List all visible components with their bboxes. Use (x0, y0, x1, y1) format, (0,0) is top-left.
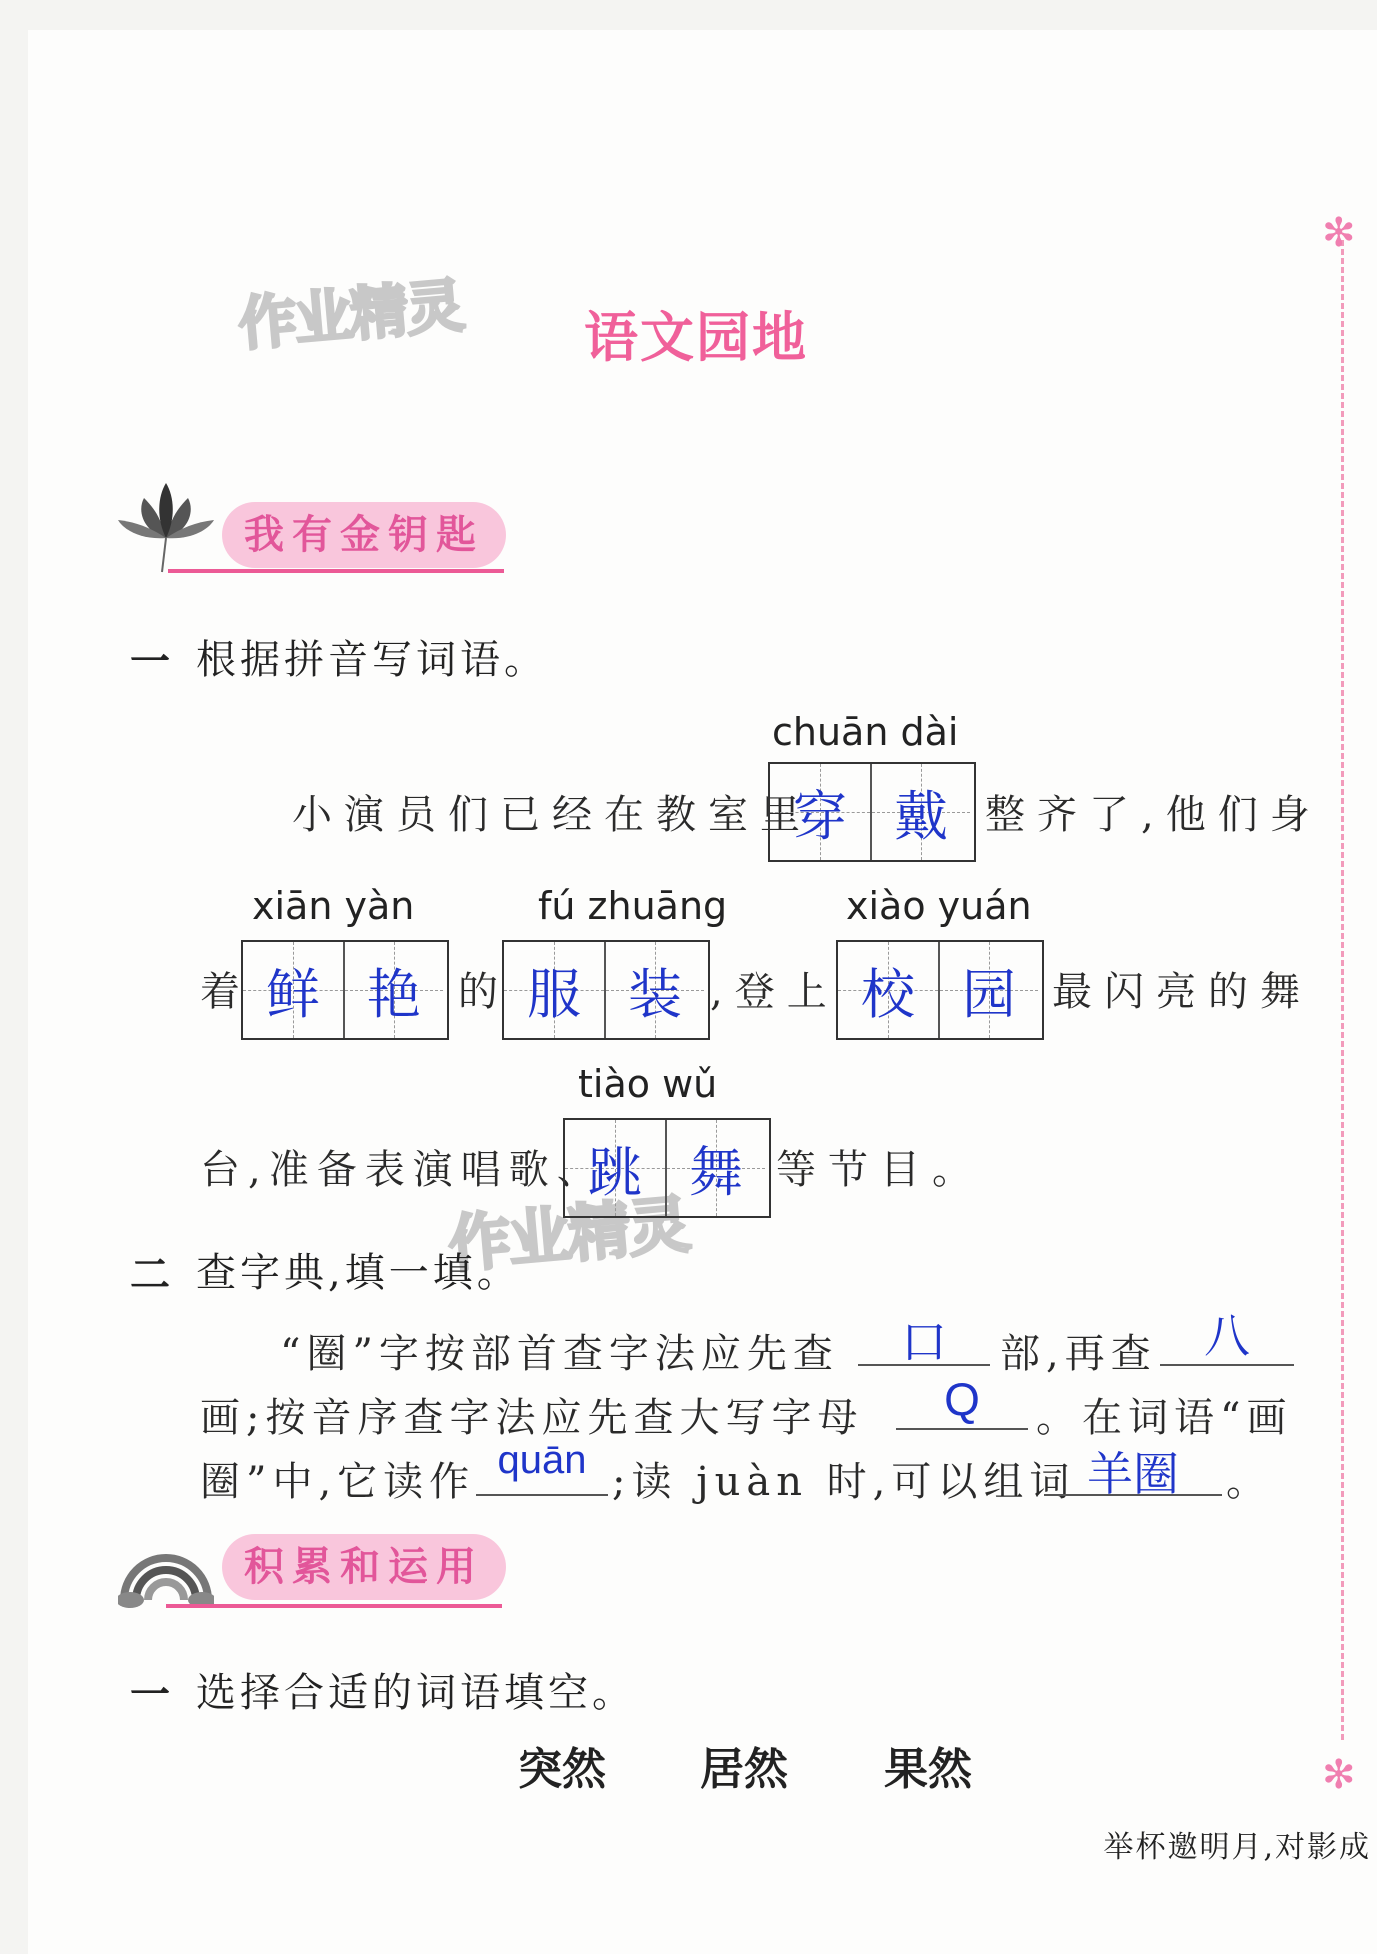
grid-cell: 鲜 (243, 942, 343, 1038)
sentence-line: “圈”字按部首查字法应先查 (280, 1331, 839, 1377)
watermark: 作业精灵 (235, 271, 465, 359)
section-underline (168, 569, 504, 573)
pinyin-label: xiào yuán (846, 884, 1032, 928)
answer-grid-xiaoyuan[interactable] (836, 940, 1044, 1040)
sentence-line: ;读 juàn 时,可以组词 (612, 1459, 1076, 1505)
watermark: 作业精灵 (445, 1187, 692, 1282)
section-badge-golden-key: 我有金钥匙 (222, 502, 506, 568)
pinyin-label: chuān dài (772, 710, 959, 754)
answer-letter: Q (944, 1373, 980, 1425)
page-footer-quote: 举杯邀明月,对影成 (1103, 1830, 1371, 1865)
grid-cell: 舞 (665, 1120, 765, 1216)
word-choice: 突然 (518, 1744, 606, 1795)
sentence-line: 。 (1226, 1459, 1278, 1505)
grid-cell: 装 (604, 942, 704, 1038)
grid-cell: 校 (838, 942, 938, 1038)
question-text: 查字典,填一填。 (196, 1250, 521, 1296)
grid-cell: 戴 (870, 764, 970, 860)
answer-grid-xianyan[interactable] (241, 940, 449, 1040)
word-choice: 居然 (700, 1744, 788, 1795)
sentence-line: 小演员们已经在教室里 (292, 792, 812, 838)
grid-cell: 服 (504, 942, 604, 1038)
grid-cell: 跳 (565, 1120, 665, 1216)
star-icon: ✻ (1322, 1752, 1356, 1798)
grid-cell: 园 (938, 942, 1038, 1038)
sentence-line: 。在词语“画 (1036, 1395, 1293, 1441)
sentence-line: 画;按音序查字法应先查大写字母 (200, 1395, 864, 1441)
question-number: 一 (130, 1663, 170, 1720)
grid-cell: 穿 (770, 764, 870, 860)
sentence-line: 等节目。 (776, 1147, 984, 1193)
sentence-line: ,登上 (710, 969, 839, 1015)
pinyin-label: tiào wǔ (578, 1062, 718, 1106)
sentence-line: 的 (458, 969, 510, 1015)
question-number: 一 (130, 630, 170, 687)
fill-blank[interactable] (476, 1490, 608, 1496)
pinyin-label: fú zhuāng (538, 884, 728, 928)
sentence-line: 整齐了,他们身 (985, 792, 1322, 838)
lotus-icon (116, 478, 216, 573)
answer-radical: 口 (901, 1316, 947, 1368)
answer-grid-tiaowu[interactable] (563, 1118, 771, 1218)
answer-reading: quān (497, 1438, 587, 1482)
star-icon: ✻ (1322, 210, 1356, 256)
answer-grid-fuzhuang[interactable] (502, 940, 710, 1040)
page-edge-dashed-border (1341, 240, 1344, 1740)
question-text: 选择合适的词语填空。 (196, 1670, 636, 1716)
rainbow-icon (118, 1548, 214, 1608)
section-badge-accumulate: 积累和运用 (222, 1534, 506, 1600)
sentence-line: 部,再查 (1000, 1331, 1157, 1377)
pinyin-label: xiān yàn (252, 884, 415, 928)
word-choice: 果然 (884, 1744, 972, 1795)
sentence-line: 着 (200, 969, 252, 1015)
page-title: 语文园地 (584, 306, 808, 369)
grid-cell: 艳 (343, 942, 443, 1038)
sentence-line: 最闪亮的舞 (1052, 969, 1312, 1015)
answer-word: 羊圈 (1087, 1448, 1179, 1500)
answer-grid-chuandai[interactable] (768, 762, 976, 862)
sentence-line: 圈”中,它读作 (200, 1459, 476, 1505)
question-number: 二 (130, 1243, 170, 1300)
sentence-line: 台,准备表演唱歌、 (200, 1147, 605, 1193)
section-underline (166, 1604, 502, 1608)
answer-strokes: 八 (1204, 1310, 1250, 1362)
question-text: 根据拼音写词语。 (196, 637, 548, 683)
